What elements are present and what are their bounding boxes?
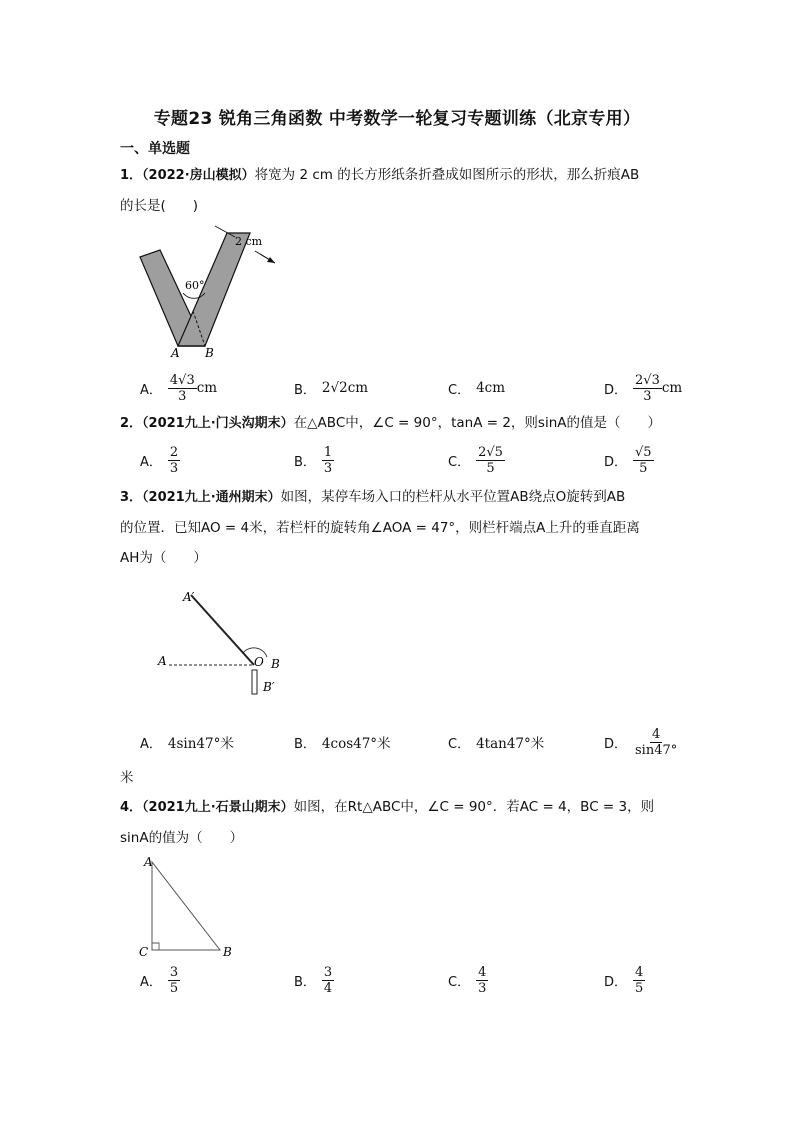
point-b-prime: B′ (263, 680, 275, 694)
option-d[interactable] (604, 960, 645, 1000)
point-b: B (223, 945, 232, 959)
option-fraction: $\frac{3}{5}$ (169, 964, 179, 996)
option-text: 4cos47°米 (321, 736, 391, 752)
page-title: 专题23 锐角三角函数 中考数学一轮复习专题训练（北京专用） (153, 109, 641, 129)
option-b[interactable] (294, 440, 334, 480)
option-label: A． (140, 382, 162, 398)
question-number: 4． (120, 800, 143, 815)
option-fraction: $\frac{4}{3}$ (478, 964, 487, 996)
option-fraction: $\frac{4}{5}$ (635, 964, 644, 996)
question-source: （2021九上·通州期末） (142, 490, 281, 505)
option-fraction: $\frac{2√5}{5}$ (478, 444, 503, 476)
point-a: A (158, 654, 167, 668)
question-4-line-2: sinA的值为（ ） (120, 830, 244, 846)
option-label: D． (604, 382, 628, 398)
angle-label: 60° (185, 279, 205, 292)
option-label: A． (140, 736, 162, 752)
question-3 (120, 482, 680, 573)
option-fraction: $\frac{√5}{5}$ (635, 444, 652, 476)
option-d[interactable] (604, 368, 682, 408)
barrier-raised (191, 595, 254, 665)
question-4 (120, 792, 680, 853)
question-text: 将宽为 2 cm 的长方形纸条折叠成如图所示的形状，那么折痕AB (254, 167, 640, 183)
question-4-options (140, 960, 680, 1000)
option-a[interactable] (140, 440, 180, 480)
option-d[interactable] (604, 440, 654, 480)
question-2-line-1 (120, 408, 680, 439)
question-text: 如图，某停车场入口的栏杆从水平位置AB绕点O旋转到AB (280, 489, 626, 505)
point-b: B (271, 657, 280, 671)
question-4-line-1 (120, 792, 680, 823)
figure-3-barrier (155, 585, 305, 705)
question-number: 1． (120, 168, 143, 183)
question-3-line-1 (120, 482, 680, 513)
question-1-line-1 (120, 160, 680, 191)
option-label: D． (604, 974, 628, 990)
option-c[interactable] (448, 722, 544, 762)
option-label: C． (448, 382, 471, 398)
point-a-label: A (171, 346, 180, 360)
question-source: （2021九上·石景山期末） (142, 800, 294, 815)
option-fraction: $\frac{2}{3}$ (169, 444, 179, 476)
option-label: C． (448, 454, 471, 470)
section-heading: 一、单选题 (120, 141, 190, 157)
point-o: O (254, 655, 264, 669)
dim-arrowhead (267, 257, 275, 263)
question-source: （2021九上·门头沟期末） (142, 416, 294, 431)
option-b[interactable] (294, 960, 334, 1000)
option-text: 4tan47°米 (476, 736, 545, 752)
option-text: 4cm (476, 380, 506, 396)
question-text: 在△ABC中，∠C = 90°，tanA = 2，则sinA的值是（ ） (293, 415, 662, 431)
option-fraction: $\frac{2√3}{3}$ (635, 372, 660, 404)
figure-1-folded-strip (135, 225, 295, 365)
question-source: （2022·房山模拟） (142, 168, 255, 183)
option-label: D． (604, 454, 628, 470)
option-a[interactable] (140, 368, 217, 408)
option-label: D． (604, 736, 628, 752)
option-unit: cm (661, 380, 683, 396)
point-a-prime: A′ (183, 590, 195, 604)
point-a: A (144, 855, 153, 869)
option-label: B． (294, 382, 316, 398)
question-1-line-2: 的长是( ) (120, 198, 199, 214)
option-b[interactable] (294, 368, 368, 408)
question-text: 如图，在Rt△ABC中，∠C = 90°．若AC = 4，BC = 3，则 (293, 799, 655, 815)
option-b[interactable] (294, 722, 391, 762)
option-a[interactable] (140, 722, 234, 762)
option-c[interactable] (448, 368, 505, 408)
option-label: B． (294, 454, 316, 470)
option-c[interactable] (448, 960, 488, 1000)
point-b-label: B (205, 346, 214, 360)
triangle-abc (152, 862, 220, 950)
barrier-post (252, 670, 257, 694)
option-fraction: $\frac{3}{4}$ (323, 964, 333, 996)
question-number: 2． (120, 416, 143, 431)
question-3-line-3: AH为（ ） (120, 550, 207, 566)
question-1-options (140, 368, 683, 408)
right-angle-mark (152, 943, 159, 950)
question-number: 3． (120, 490, 143, 505)
option-c[interactable] (448, 440, 505, 480)
question-3-line-2: 的位置．已知AO = 4米，若栏杆的旋转角∠AOA = 47°，则栏杆端点A上升的垂直距离 (120, 520, 640, 536)
option-label: C． (448, 736, 471, 752)
option-text: 2√2cm (321, 380, 369, 396)
question-3-options (140, 722, 680, 762)
figure-4-right-triangle (135, 852, 245, 962)
option-label: B． (294, 736, 316, 752)
option-label: C． (448, 974, 471, 990)
option-d-unit: 米 (120, 770, 134, 786)
point-c: C (139, 945, 149, 959)
option-a[interactable] (140, 960, 180, 1000)
option-fraction: $\frac{1}{3}$ (323, 444, 333, 476)
question-2-options (140, 440, 680, 480)
option-unit: cm (196, 380, 218, 396)
option-fraction: $\frac{4}{\sin 47^\circ}$ (635, 726, 678, 758)
option-fraction: $\frac{4√3}{3}$ (169, 372, 195, 404)
option-text: 4sin47°米 (167, 736, 234, 752)
option-label: A． (140, 974, 162, 990)
option-label: A． (140, 454, 162, 470)
dim-tick-1 (215, 226, 235, 237)
width-label: 2 cm (235, 235, 263, 248)
option-label: B． (294, 974, 316, 990)
question-1 (120, 160, 680, 221)
option-d[interactable] (604, 722, 679, 762)
question-2 (120, 408, 680, 439)
